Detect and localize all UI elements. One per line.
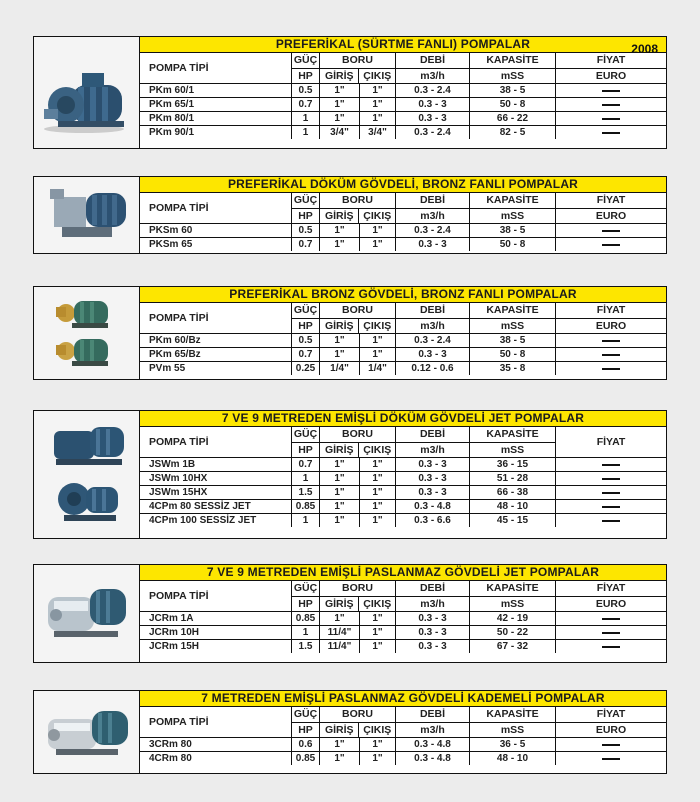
giris-cell: 1" bbox=[320, 224, 360, 237]
price-dash bbox=[602, 506, 620, 508]
pump-section bbox=[33, 564, 667, 663]
hp-cell: 0.85 bbox=[292, 612, 320, 625]
kapasite-cell: 50 - 8 bbox=[470, 98, 556, 111]
hp-cell: 0.5 bbox=[292, 334, 320, 347]
hp-cell: 1 bbox=[292, 472, 320, 485]
header-mss: mSS bbox=[500, 69, 525, 82]
model-cell: 4CPm 100 SESSİZ JET bbox=[140, 514, 292, 527]
header-boru: BORU bbox=[320, 427, 395, 443]
hp-cell: 1 bbox=[292, 112, 320, 125]
giris-cell: 1" bbox=[320, 458, 360, 471]
cikis-cell: 1" bbox=[360, 612, 396, 625]
hp-cell: 0.7 bbox=[292, 458, 320, 471]
header-kapasite: KAPASİTE bbox=[470, 193, 555, 209]
giris-cell: 1" bbox=[320, 98, 360, 111]
debi-cell: 0.12 - 0.6 bbox=[396, 362, 470, 375]
price-dash bbox=[602, 230, 620, 232]
header-fiyat: FİYAT bbox=[556, 303, 666, 319]
header-pompa-tipi: POMPA TİPİ bbox=[140, 707, 292, 737]
price-cell bbox=[556, 514, 666, 527]
hp-cell: 1 bbox=[292, 514, 320, 527]
giris-cell: 1" bbox=[320, 752, 360, 765]
pump-section bbox=[33, 286, 667, 380]
price-dash bbox=[602, 132, 620, 134]
table-row bbox=[140, 362, 666, 375]
kapasite-cell: 38 - 5 bbox=[470, 334, 556, 347]
debi-cell: 0.3 - 2.4 bbox=[396, 84, 470, 97]
debi-cell: 0.3 - 6.6 bbox=[396, 514, 470, 527]
model-cell: JSWm 1B bbox=[140, 458, 292, 471]
debi-cell: 0.3 - 3 bbox=[396, 238, 470, 251]
price-dash bbox=[602, 464, 620, 466]
header-hp: HP bbox=[298, 723, 313, 736]
price-dash bbox=[602, 744, 620, 746]
model-cell: JCRm 10H bbox=[140, 626, 292, 639]
price-dash bbox=[602, 520, 620, 522]
debi-cell: 0.3 - 3 bbox=[396, 626, 470, 639]
kapasite-cell: 38 - 5 bbox=[470, 224, 556, 237]
header-fiyat: FİYAT bbox=[556, 193, 666, 209]
cikis-cell: 1" bbox=[360, 752, 396, 765]
debi-cell: 0.3 - 4.8 bbox=[396, 752, 470, 765]
model-cell: PKm 60/Bz bbox=[140, 334, 292, 347]
kapasite-cell: 48 - 10 bbox=[470, 752, 556, 765]
model-cell: PKm 65/1 bbox=[140, 98, 292, 111]
hp-cell: 0.7 bbox=[292, 348, 320, 361]
price-dash bbox=[602, 492, 620, 494]
kapasite-cell: 42 - 19 bbox=[470, 612, 556, 625]
model-cell: PKm 65/Bz bbox=[140, 348, 292, 361]
header-giris: GİRİŞ bbox=[320, 597, 359, 612]
cikis-cell: 1" bbox=[360, 486, 396, 499]
price-cell bbox=[556, 738, 666, 751]
pump-photo bbox=[34, 691, 140, 773]
header-guc: GÜÇ bbox=[292, 303, 319, 319]
price-cell bbox=[556, 224, 666, 237]
price-dash bbox=[602, 340, 620, 342]
cikis-cell: 1/4" bbox=[360, 362, 396, 375]
price-dash bbox=[602, 632, 620, 634]
price-cell bbox=[556, 752, 666, 765]
header-pompa-tipi: POMPA TİPİ bbox=[140, 53, 292, 83]
giris-cell: 1" bbox=[320, 486, 360, 499]
model-cell: PVm 55 bbox=[140, 362, 292, 375]
hp-cell: 0.85 bbox=[292, 752, 320, 765]
model-cell: PKSm 65 bbox=[140, 238, 292, 251]
price-cell bbox=[556, 98, 666, 111]
header-euro: EURO bbox=[595, 69, 627, 82]
model-cell: JSWm 10HX bbox=[140, 472, 292, 485]
header-m3h: m3/h bbox=[420, 443, 445, 456]
pump-section bbox=[33, 176, 667, 254]
header-guc: GÜÇ bbox=[292, 581, 319, 597]
header-kapasite: KAPASİTE bbox=[470, 53, 555, 69]
price-cell bbox=[556, 348, 666, 361]
table-row bbox=[140, 514, 666, 527]
pump-photo bbox=[34, 177, 140, 253]
model-cell: PKSm 60 bbox=[140, 224, 292, 237]
debi-cell: 0.3 - 3 bbox=[396, 640, 470, 653]
header-m3h: m3/h bbox=[420, 723, 445, 736]
kapasite-cell: 66 - 22 bbox=[470, 112, 556, 125]
price-dash bbox=[602, 104, 620, 106]
header-euro: EURO bbox=[595, 723, 627, 736]
price-cell bbox=[556, 238, 666, 251]
header-hp: HP bbox=[298, 597, 313, 610]
hp-cell: 1 bbox=[292, 126, 320, 139]
table-row bbox=[140, 640, 666, 653]
pump-photo bbox=[34, 565, 140, 662]
price-dash bbox=[602, 368, 620, 370]
header-kapasite: KAPASİTE bbox=[470, 581, 555, 597]
header-giris: GİRİŞ bbox=[320, 723, 359, 738]
table-row bbox=[140, 112, 666, 126]
price-cell bbox=[556, 640, 666, 653]
debi-cell: 0.3 - 3 bbox=[396, 98, 470, 111]
price-cell bbox=[556, 84, 666, 97]
table-row bbox=[140, 752, 666, 765]
kapasite-cell: 35 - 8 bbox=[470, 362, 556, 375]
debi-cell: 0.3 - 3 bbox=[396, 472, 470, 485]
header-cikis: ÇIKIŞ bbox=[363, 69, 392, 82]
price-dash bbox=[602, 618, 620, 620]
model-cell: PKm 90/1 bbox=[140, 126, 292, 139]
header-hp: HP bbox=[298, 209, 313, 222]
debi-cell: 0.3 - 3 bbox=[396, 348, 470, 361]
cikis-cell: 1" bbox=[360, 514, 396, 527]
cikis-cell: 1" bbox=[360, 348, 396, 361]
header-boru: BORU bbox=[320, 581, 395, 597]
debi-cell: 0.3 - 3 bbox=[396, 112, 470, 125]
price-dash bbox=[602, 646, 620, 648]
header-fiyat: FİYAT bbox=[556, 707, 666, 723]
pump-section bbox=[33, 690, 667, 774]
model-cell: 4CRm 80 bbox=[140, 752, 292, 765]
model-cell: JSWm 15HX bbox=[140, 486, 292, 499]
price-cell bbox=[556, 362, 666, 375]
hp-cell: 0.7 bbox=[292, 98, 320, 111]
header-m3h: m3/h bbox=[420, 319, 445, 332]
price-cell bbox=[556, 472, 666, 485]
kapasite-cell: 50 - 8 bbox=[470, 348, 556, 361]
section-title: 7 VE 9 METREDEN EMİŞLİ DÖKÜM GÖVDELİ JET POMPALAR bbox=[140, 411, 666, 427]
model-cell: JCRm 15H bbox=[140, 640, 292, 653]
header-debi: DEBİ bbox=[396, 193, 469, 209]
model-cell: PKm 80/1 bbox=[140, 112, 292, 125]
cikis-cell: 1" bbox=[360, 738, 396, 751]
kapasite-cell: 36 - 5 bbox=[470, 738, 556, 751]
giris-cell: 1" bbox=[320, 334, 360, 347]
header-giris: GİRİŞ bbox=[320, 209, 359, 224]
table-row bbox=[140, 486, 666, 500]
cikis-cell: 1" bbox=[360, 238, 396, 251]
hp-cell: 0.25 bbox=[292, 362, 320, 375]
price-cell bbox=[556, 126, 666, 139]
header-kapasite: KAPASİTE bbox=[470, 427, 555, 443]
section-title: PREFERİKAL BRONZ GÖVDELİ, BRONZ FANLI POMPALAR bbox=[140, 287, 666, 303]
giris-cell: 1/4" bbox=[320, 362, 360, 375]
price-dash bbox=[602, 354, 620, 356]
cikis-cell: 1" bbox=[360, 458, 396, 471]
debi-cell: 0.3 - 3 bbox=[396, 486, 470, 499]
cikis-cell: 1" bbox=[360, 334, 396, 347]
pump-photo bbox=[34, 411, 140, 538]
header-debi: DEBİ bbox=[396, 707, 469, 723]
pump-section bbox=[33, 410, 667, 539]
kapasite-cell: 36 - 15 bbox=[470, 458, 556, 471]
header-mss: mSS bbox=[500, 209, 525, 222]
header-cikis: ÇIKIŞ bbox=[363, 723, 392, 736]
header-m3h: m3/h bbox=[420, 597, 445, 610]
header-euro: EURO bbox=[595, 209, 627, 222]
header-debi: DEBİ bbox=[396, 427, 469, 443]
hp-cell: 0.85 bbox=[292, 500, 320, 513]
header-cikis: ÇIKIŞ bbox=[363, 319, 392, 332]
header-boru: BORU bbox=[320, 53, 395, 69]
header-euro: EURO bbox=[595, 597, 627, 610]
year-label: 2008 bbox=[631, 42, 658, 56]
hp-cell: 1.5 bbox=[292, 640, 320, 653]
price-cell bbox=[556, 112, 666, 125]
cikis-cell: 1" bbox=[360, 84, 396, 97]
header-cikis: ÇIKIŞ bbox=[363, 597, 392, 610]
giris-cell: 11/4" bbox=[320, 626, 360, 639]
price-dash bbox=[602, 118, 620, 120]
table-row bbox=[140, 126, 666, 139]
hp-cell: 0.6 bbox=[292, 738, 320, 751]
header-kapasite: KAPASİTE bbox=[470, 707, 555, 723]
header-pompa-tipi: POMPA TİPİ bbox=[140, 303, 292, 333]
table-row bbox=[140, 334, 666, 348]
table-row bbox=[140, 224, 666, 238]
header-cikis: ÇIKIŞ bbox=[363, 443, 392, 456]
cikis-cell: 1" bbox=[360, 472, 396, 485]
header-hp: HP bbox=[298, 443, 313, 456]
price-cell bbox=[556, 334, 666, 347]
hp-cell: 0.5 bbox=[292, 224, 320, 237]
kapasite-cell: 82 - 5 bbox=[470, 126, 556, 139]
giris-cell: 1" bbox=[320, 738, 360, 751]
header-giris: GİRİŞ bbox=[320, 69, 359, 84]
table-row bbox=[140, 84, 666, 98]
hp-cell: 1 bbox=[292, 626, 320, 639]
table-row bbox=[140, 472, 666, 486]
table-row bbox=[140, 238, 666, 251]
giris-cell: 1" bbox=[320, 238, 360, 251]
header-hp: HP bbox=[298, 69, 313, 82]
cikis-cell: 1" bbox=[360, 224, 396, 237]
cikis-cell: 3/4" bbox=[360, 126, 396, 139]
model-cell: 3CRm 80 bbox=[140, 738, 292, 751]
header-fiyat: FİYAT bbox=[556, 53, 666, 69]
header-pompa-tipi: POMPA TİPİ bbox=[140, 581, 292, 611]
price-cell bbox=[556, 486, 666, 499]
header-guc: GÜÇ bbox=[292, 53, 319, 69]
kapasite-cell: 38 - 5 bbox=[470, 84, 556, 97]
kapasite-cell: 50 - 8 bbox=[470, 238, 556, 251]
debi-cell: 0.3 - 3 bbox=[396, 458, 470, 471]
cikis-cell: 1" bbox=[360, 98, 396, 111]
price-dash bbox=[602, 90, 620, 92]
debi-cell: 0.3 - 2.4 bbox=[396, 224, 470, 237]
table-row bbox=[140, 458, 666, 472]
table-row bbox=[140, 98, 666, 112]
giris-cell: 1" bbox=[320, 348, 360, 361]
header-mss: mSS bbox=[500, 597, 525, 610]
pump-photo bbox=[34, 37, 140, 148]
header-cikis: ÇIKIŞ bbox=[363, 209, 392, 222]
header-debi: DEBİ bbox=[396, 303, 469, 319]
header-guc: GÜÇ bbox=[292, 193, 319, 209]
kapasite-cell: 45 - 15 bbox=[470, 514, 556, 527]
price-cell bbox=[556, 500, 666, 513]
kapasite-cell: 51 - 28 bbox=[470, 472, 556, 485]
debi-cell: 0.3 - 3 bbox=[396, 612, 470, 625]
cikis-cell: 1" bbox=[360, 112, 396, 125]
hp-cell: 0.7 bbox=[292, 238, 320, 251]
giris-cell: 1" bbox=[320, 112, 360, 125]
cikis-cell: 1" bbox=[360, 640, 396, 653]
header-mss: mSS bbox=[500, 319, 525, 332]
model-cell: 4CPm 80 SESSİZ JET bbox=[140, 500, 292, 513]
giris-cell: 1" bbox=[320, 514, 360, 527]
model-cell: JCRm 1A bbox=[140, 612, 292, 625]
kapasite-cell: 48 - 10 bbox=[470, 500, 556, 513]
section-title: PREFERİKAL DÖKÜM GÖVDELİ, BRONZ FANLI POMPALAR bbox=[140, 177, 666, 193]
section-title: 7 VE 9 METREDEN EMİŞLİ PASLANMAZ GÖVDELİ JET POMPALAR bbox=[140, 565, 666, 581]
header-debi: DEBİ bbox=[396, 53, 469, 69]
kapasite-cell: 67 - 32 bbox=[470, 640, 556, 653]
giris-cell: 11/4" bbox=[320, 640, 360, 653]
price-dash bbox=[602, 758, 620, 760]
price-dash bbox=[602, 244, 620, 246]
header-boru: BORU bbox=[320, 193, 395, 209]
debi-cell: 0.3 - 4.8 bbox=[396, 738, 470, 751]
cikis-cell: 1" bbox=[360, 500, 396, 513]
kapasite-cell: 66 - 38 bbox=[470, 486, 556, 499]
giris-cell: 1" bbox=[320, 612, 360, 625]
debi-cell: 0.3 - 4.8 bbox=[396, 500, 470, 513]
table-row bbox=[140, 612, 666, 626]
giris-cell: 3/4" bbox=[320, 126, 360, 139]
table-row bbox=[140, 738, 666, 752]
table-row bbox=[140, 500, 666, 514]
price-cell bbox=[556, 626, 666, 639]
header-boru: BORU bbox=[320, 303, 395, 319]
header-guc: GÜÇ bbox=[292, 427, 319, 443]
header-euro: EURO bbox=[595, 319, 627, 332]
section-title: PREFERİKAL (SÜRTME FANLI) POMPALAR bbox=[140, 37, 666, 53]
model-cell: PKm 60/1 bbox=[140, 84, 292, 97]
hp-cell: 1.5 bbox=[292, 486, 320, 499]
header-guc: GÜÇ bbox=[292, 707, 319, 723]
header-giris: GİRİŞ bbox=[320, 443, 359, 458]
header-pompa-tipi: POMPA TİPİ bbox=[140, 427, 292, 457]
section-title: 7 METREDEN EMİŞLİ PASLANMAZ GÖVDELİ KADEMELİ POMPALAR bbox=[140, 691, 666, 707]
debi-cell: 0.3 - 2.4 bbox=[396, 126, 470, 139]
price-cell bbox=[556, 458, 666, 471]
header-pompa-tipi: POMPA TİPİ bbox=[140, 193, 292, 223]
header-hp: HP bbox=[298, 319, 313, 332]
giris-cell: 1" bbox=[320, 472, 360, 485]
header-m3h: m3/h bbox=[420, 69, 445, 82]
header-fiyat: FİYAT bbox=[556, 581, 666, 597]
header-boru: BORU bbox=[320, 707, 395, 723]
cikis-cell: 1" bbox=[360, 626, 396, 639]
giris-cell: 1" bbox=[320, 500, 360, 513]
header-m3h: m3/h bbox=[420, 209, 445, 222]
header-kapasite: KAPASİTE bbox=[470, 303, 555, 319]
table-row bbox=[140, 348, 666, 362]
header-fiyat: FİYAT bbox=[596, 436, 626, 448]
debi-cell: 0.3 - 2.4 bbox=[396, 334, 470, 347]
header-giris: GİRİŞ bbox=[320, 319, 359, 334]
header-mss: mSS bbox=[500, 723, 525, 736]
price-dash bbox=[602, 478, 620, 480]
giris-cell: 1" bbox=[320, 84, 360, 97]
table-row bbox=[140, 626, 666, 640]
header-mss: mSS bbox=[500, 443, 525, 456]
hp-cell: 0.5 bbox=[292, 84, 320, 97]
pump-section bbox=[33, 36, 667, 149]
kapasite-cell: 50 - 22 bbox=[470, 626, 556, 639]
header-debi: DEBİ bbox=[396, 581, 469, 597]
pump-photo bbox=[34, 287, 140, 379]
price-cell bbox=[556, 612, 666, 625]
